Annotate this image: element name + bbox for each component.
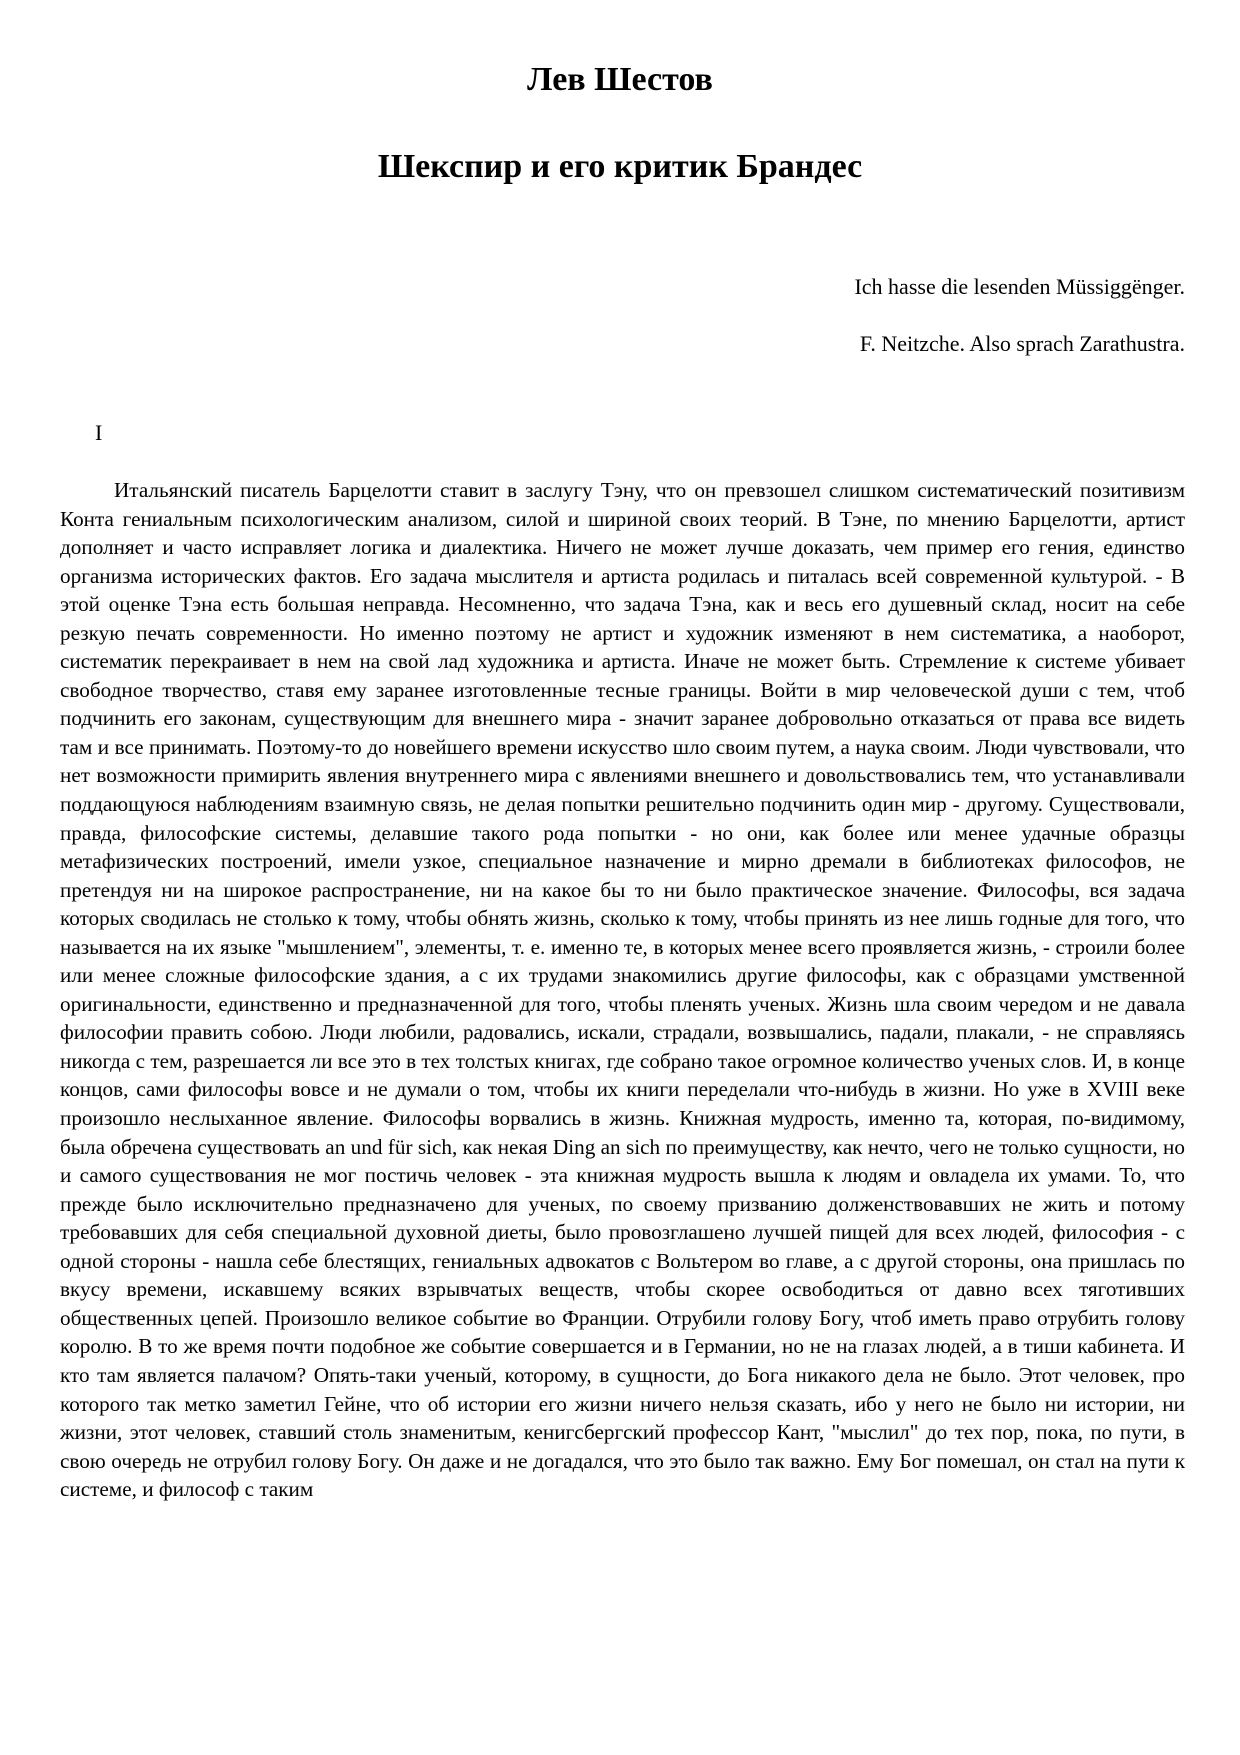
section-number: I: [95, 420, 103, 445]
epigraph-quote: Ich hasse die lesenden Müssiggënger.: [854, 274, 1185, 299]
epigraph-source: F. Neitzche. Also sprach Zarathustra.: [859, 331, 1185, 356]
author-name: Лев Шестов: [527, 61, 713, 98]
body-paragraph: Итальянский писатель Барцелотти ставит в заслугу Тэну, что он превзошел слишком систематический позитивизм Конта гениальным психологическим анализом, силой и шириной своих теорий. В Тэне, по мнению Барцелотти, артист дополняет и часто исправляет логика и диалектика. Ничего не может лучше доказать, чем пример его гения, единство организма исторических фактов. Его задача мыслителя и артиста родилась и питалась всей современной культурой. - В этой оценке Тэна есть большая неправда. Несомненно, что задача Тэна, как и весь его душевный склад, носит на себе резкую печать современности. Но именно поэтому не артист и художник изменяют в нем систематика, а наоборот, систематик перекраивает в нем на свой лад художника и артиста. Иначе не может быть. Стремление к системе убивает свободное творчество, ставя ему заранее изготовленные тесные границы. Войти в мир человеческой души с тем, чтоб подчинить его законам, существующим для внешнего мира - значит заранее добровольно отказаться от права все видеть там и все принимать. Поэтому-то до новейшего времени искусство шло своим путем, а наука своим. Люди чувствовали, что нет возможности примирить явления внутреннего мира с явлениями внешнего и довольствовались тем, что устанавливали поддающуюся наблюдениям взаимную связь, не делая попытки решительно подчинить один мир - другому. Существовали, правда, философские системы, делавшие такого рода попытки - но они, как более или менее удачные образцы метафизических построений, имели узкое, специальное назначение и мирно дремали в библиотеках философов, не претендуя ни на широкое распространение, ни на какое бы то ни было практическое значение. Философы, вся задача которых сводилась не столько к тому, чтобы обнять жизнь, сколько к тому, чтобы принять из нее лишь годные для того, что называется на их языке "мышлением", элементы, т. е. именно те, в которых менее всего проявляется жизнь, - строили более или менее сложные философские здания, а с их трудами знакомились другие философы, как с образцами умственной оригинальности, единственно и предназначенной для того, чтобы пленять ученых. Жизнь шла своим чередом и не давала философии править собою. Люди любили, радовались, искали, страдали, возвышались, падали, плакали, - не справляясь никогда с тем, разрешается ли все это в тех толстых книгах, где собрано такое огромное количество ученых слов. И, в конце концов, сами философы вовсе и не думали о том, чтобы их книги переделали что-нибудь в жизни. Но уже в XVIII веке произошло неслыханное явление. Философы ворвались в жизнь. Книжная мудрость, именно та, которая, по-видимому, была обречена существовать an und für sich, как некая Ding an sich по преимуществу, как нечто, чего не только сущности, но и самого существования не мог постичь человек - эта книжная мудрость вышла к людям и овладела их умами. То, что прежде было исключительно предназначено для ученых, по своему призванию долженствовавших не жить и потому требовавших для себя специальной духовной диеты, было провозглашено лучшей пищей для всех людей, философия - с одной стороны - нашла себе блестящих, гениальных адвокатов с Вольтером во главе, а с другой стороны, она пришлась по вкусу времени, искавшему всяких взрывчатых веществ, чтобы скорее освободиться от давно всех тяготивших общественных цепей. Произошло великое событие во Франции. Отрубили голову Богу, чтоб иметь право отрубить голову королю. В то же время почти подобное же событие совершается и в Германии, но не на глазах людей, а в тиши кабинета. И кто там является палачом? Опять-таки ученый, которому, в сущности, до Бога никакого дела не было. Этот человек, про которого так метко заметил Гейне, что об истории его жизни ничего нельзя сказать, ибо у него не было ни истории, ни жизни, этот человек, ставший столь знаменитым, кенигсбергский профессор Кант, "мыслил" до тех пор, пока, по пути, в свою очередь не отрубил голову Богу. Он даже и не догадался, что это было так важно. Ему Бог помешал, он стал на пути к системе, и философ с таким: [60, 478, 1185, 1502]
document-title: Шекспир и его критик Брандес: [377, 148, 863, 185]
epigraph: [854, 272, 1185, 359]
